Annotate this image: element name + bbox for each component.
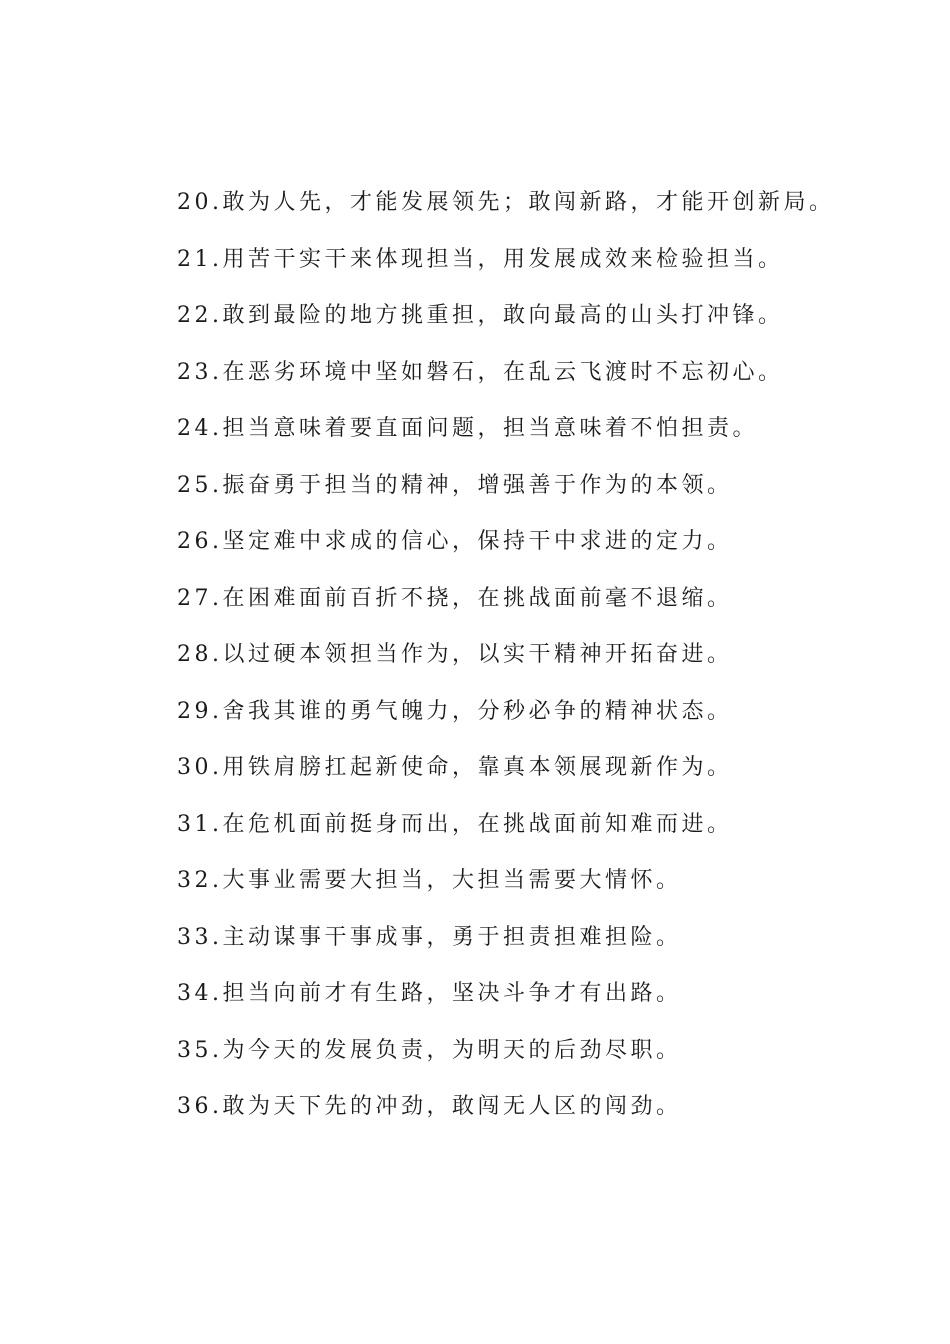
slogan-line-26: 26.坚定难中求成的信心，保持干中求进的定力。 xyxy=(177,529,733,554)
slogan-line-29: 29.舍我其谁的勇气魄力，分秒必争的精神状态。 xyxy=(177,698,733,724)
slogan-line-20: 20.敢为人先，才能发展领先；敢闯新路，才能开创新局。 xyxy=(177,190,835,215)
slogan-line-24: 24.担当意味着要直面问题，担当意味着不怕担责。 xyxy=(177,416,758,441)
slogan-line-22: 22.敢到最险的地方挑重担，敢向最高的山头打冲锋。 xyxy=(177,303,784,328)
slogan-line-30: 30.用铁肩膀扛起新使命，靠真本领展现新作为。 xyxy=(177,755,733,780)
slogan-list xyxy=(177,185,937,1146)
slogan-line-35: 35.为今天的发展负责，为明天的后劲尽职。 xyxy=(177,1037,682,1063)
slogan-line-31: 31.在危机面前挺身而出，在挑战面前知难而进。 xyxy=(177,811,733,837)
slogan-line-36: 36.敢为天下先的冲劲，敢闯无人区的闯劲。 xyxy=(177,1094,682,1119)
slogan-line-34: 34.担当向前才有生路，坚决斗争才有出路。 xyxy=(177,981,682,1006)
slogan-line-21: 21.用苦干实干来体现担当，用发展成效来检验担当。 xyxy=(177,246,784,272)
slogan-line-33: 33.主动谋事干事成事，勇于担责担难担险。 xyxy=(177,924,682,950)
slogan-line-25: 25.振奋勇于担当的精神，增强善于作为的本领。 xyxy=(177,472,733,498)
slogan-line-32: 32.大事业需要大担当，大担当需要大情怀。 xyxy=(177,868,682,893)
slogan-line-23: 23.在恶劣环境中坚如磐石，在乱云飞渡时不忘初心。 xyxy=(177,359,784,385)
slogan-line-27: 27.在困难面前百折不挠，在挑战面前毫不退缩。 xyxy=(177,585,733,611)
slogan-line-28: 28.以过硬本领担当作为，以实干精神开拓奋进。 xyxy=(177,642,733,667)
